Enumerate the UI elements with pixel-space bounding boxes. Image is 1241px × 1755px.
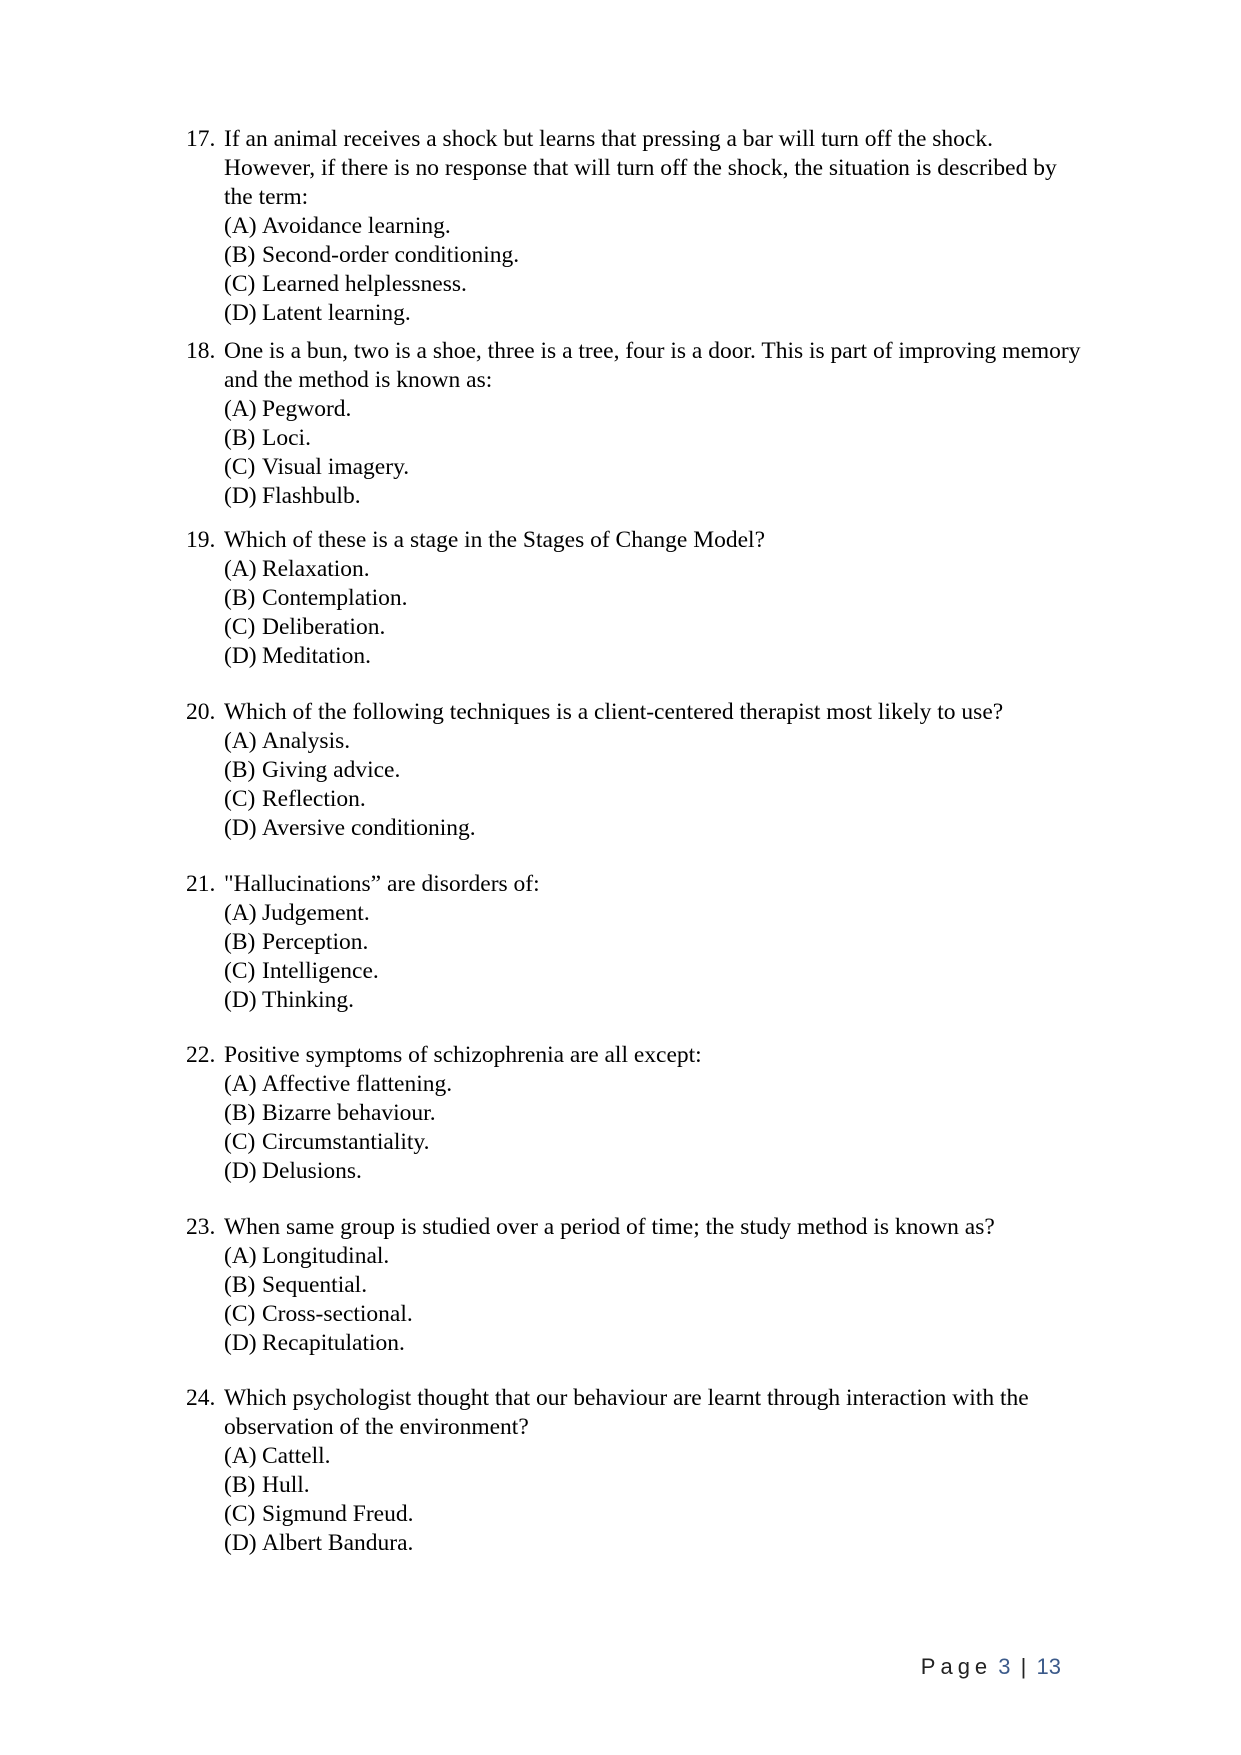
option-letter: (A): [224, 556, 257, 582]
question-number: 18.: [186, 338, 216, 364]
total-page-count: 13: [1036, 1654, 1061, 1679]
option-letter: (A): [224, 1071, 257, 1097]
option-text: Recapitulation.: [262, 1330, 405, 1356]
option: [224, 1271, 1086, 1300]
option-text: Circumstantiality.: [262, 1129, 430, 1155]
option-letter: (B): [224, 1100, 256, 1126]
option-letter: (B): [224, 929, 256, 955]
option-text: Reflection.: [262, 786, 366, 812]
question-18: [186, 337, 1086, 511]
option-text: Avoidance learning.: [262, 213, 451, 239]
option-text: Hull.: [262, 1472, 310, 1498]
option-letter: (D): [224, 1530, 257, 1556]
page-separator: |: [1020, 1654, 1027, 1679]
option-list: [224, 212, 1086, 328]
option-text: Bizarre behaviour.: [262, 1100, 436, 1126]
question-number: 22.: [186, 1042, 216, 1068]
option: [224, 1500, 1086, 1529]
option: [224, 1471, 1086, 1500]
option: [224, 1242, 1086, 1271]
question-19: [186, 526, 1086, 671]
option-letter: (C): [224, 1301, 256, 1327]
page-footer: [921, 1654, 1061, 1680]
option-list: [224, 1442, 1086, 1558]
option-letter: (D): [224, 483, 257, 509]
option-letter: (C): [224, 271, 256, 297]
option: [224, 928, 1086, 957]
question-number: 19.: [186, 527, 216, 553]
option-list: [224, 395, 1086, 511]
option: [224, 482, 1086, 511]
option-letter: (C): [224, 958, 256, 984]
question-text: Which psychologist thought that our behaviour are learnt through interaction with the observation of the environment?: [224, 1385, 1029, 1440]
option-list: [224, 727, 1086, 843]
option-letter: (C): [224, 786, 256, 812]
option: [224, 1329, 1086, 1358]
option-letter: (D): [224, 987, 257, 1013]
option-text: Cross-sectional.: [262, 1301, 413, 1327]
option: [224, 899, 1086, 928]
option-text: Thinking.: [262, 987, 355, 1013]
option: [224, 1099, 1086, 1128]
question-number: 20.: [186, 699, 216, 725]
question-text: Positive symptoms of schizophrenia are all except:: [224, 1042, 702, 1068]
option-text: Cattell.: [262, 1443, 331, 1469]
option-letter: (A): [224, 396, 257, 422]
option: [224, 395, 1086, 424]
option-list: [224, 1242, 1086, 1358]
option-text: Visual imagery.: [262, 454, 410, 480]
option-letter: (A): [224, 900, 257, 926]
option-letter: (B): [224, 425, 256, 451]
option-text: Contemplation.: [262, 585, 408, 611]
option-letter: (B): [224, 757, 256, 783]
option-text: Intelligence.: [262, 958, 379, 984]
question-22: [186, 1041, 1086, 1186]
question-text: Which of these is a stage in the Stages of Change Model?: [224, 527, 766, 553]
option-text: Flashbulb.: [262, 483, 361, 509]
option-text: Albert Bandura.: [262, 1530, 414, 1556]
question-21: [186, 870, 1086, 1015]
current-page-number: 3: [998, 1654, 1011, 1679]
option-text: Sequential.: [262, 1272, 368, 1298]
option-list: [224, 1070, 1086, 1186]
option-letter: (B): [224, 242, 256, 268]
question-number: 21.: [186, 871, 216, 897]
option-text: Meditation.: [262, 643, 371, 669]
option-letter: (C): [224, 1501, 256, 1527]
option: [224, 212, 1086, 241]
option-text: Latent learning.: [262, 300, 411, 326]
option-text: Loci.: [262, 425, 311, 451]
question-20: [186, 698, 1086, 843]
question-text: One is a bun, two is a shoe, three is a tree, four is a door. This is part of improving memory and the method is known as:: [224, 338, 1081, 393]
option: [224, 756, 1086, 785]
option-text: Sigmund Freud.: [262, 1501, 414, 1527]
option-letter: (B): [224, 1272, 256, 1298]
option: [224, 584, 1086, 613]
option-letter: (D): [224, 300, 257, 326]
question-24: [186, 1384, 1086, 1558]
option: [224, 1070, 1086, 1099]
question-number: 23.: [186, 1214, 216, 1240]
option: [224, 1128, 1086, 1157]
option: [224, 613, 1086, 642]
option-letter: (C): [224, 454, 256, 480]
option: [224, 727, 1086, 756]
option-list: [224, 899, 1086, 1015]
question-text: When same group is studied over a period of time; the study method is known as?: [224, 1214, 995, 1240]
option-text: Affective flattening.: [262, 1071, 453, 1097]
option-text: Relaxation.: [262, 556, 370, 582]
option-letter: (A): [224, 728, 257, 754]
option-letter: (D): [224, 815, 257, 841]
option-letter: (D): [224, 1158, 257, 1184]
question-text: If an animal receives a shock but learns that pressing a bar will turn off the shock. However, if there is no response that will turn off the shock, the situation is described by the term:: [224, 126, 1057, 210]
option-list: [224, 555, 1086, 671]
option-text: Pegword.: [262, 396, 352, 422]
option-text: Aversive conditioning.: [262, 815, 476, 841]
question-number: 17.: [186, 126, 216, 152]
option: [224, 957, 1086, 986]
option: [224, 1300, 1086, 1329]
option: [224, 241, 1086, 270]
option-letter: (C): [224, 614, 256, 640]
option: [224, 424, 1086, 453]
option: [224, 814, 1086, 843]
option-text: Perception.: [262, 929, 369, 955]
option-letter: (A): [224, 1243, 257, 1269]
option: [224, 642, 1086, 671]
option: [224, 270, 1086, 299]
question-text: Which of the following techniques is a client-centered therapist most likely to use?: [224, 699, 1004, 725]
option-letter: (B): [224, 1472, 256, 1498]
option-text: Delusions.: [262, 1158, 362, 1184]
option: [224, 785, 1086, 814]
option-letter: (D): [224, 643, 257, 669]
option: [224, 986, 1086, 1015]
option-text: Longitudinal.: [262, 1243, 390, 1269]
option-letter: (C): [224, 1129, 256, 1155]
option-letter: (A): [224, 213, 257, 239]
option-text: Judgement.: [262, 900, 370, 926]
option-text: Second-order conditioning.: [262, 242, 520, 268]
option-text: Deliberation.: [262, 614, 386, 640]
option: [224, 299, 1086, 328]
option-text: Analysis.: [262, 728, 351, 754]
page-label: Page: [920, 1654, 993, 1679]
option-letter: (A): [224, 1443, 257, 1469]
question-23: [186, 1213, 1086, 1358]
option: [224, 1157, 1086, 1186]
option: [224, 555, 1086, 584]
question-text: "Hallucinations” are disorders of:: [224, 871, 540, 897]
option-text: Learned helplessness.: [262, 271, 467, 297]
option: [224, 453, 1086, 482]
option: [224, 1442, 1086, 1471]
question-number: 24.: [186, 1385, 216, 1411]
option-letter: (D): [224, 1330, 257, 1356]
option-letter: (B): [224, 585, 256, 611]
question-17: [186, 125, 1086, 328]
option: [224, 1529, 1086, 1558]
option-text: Giving advice.: [262, 757, 401, 783]
